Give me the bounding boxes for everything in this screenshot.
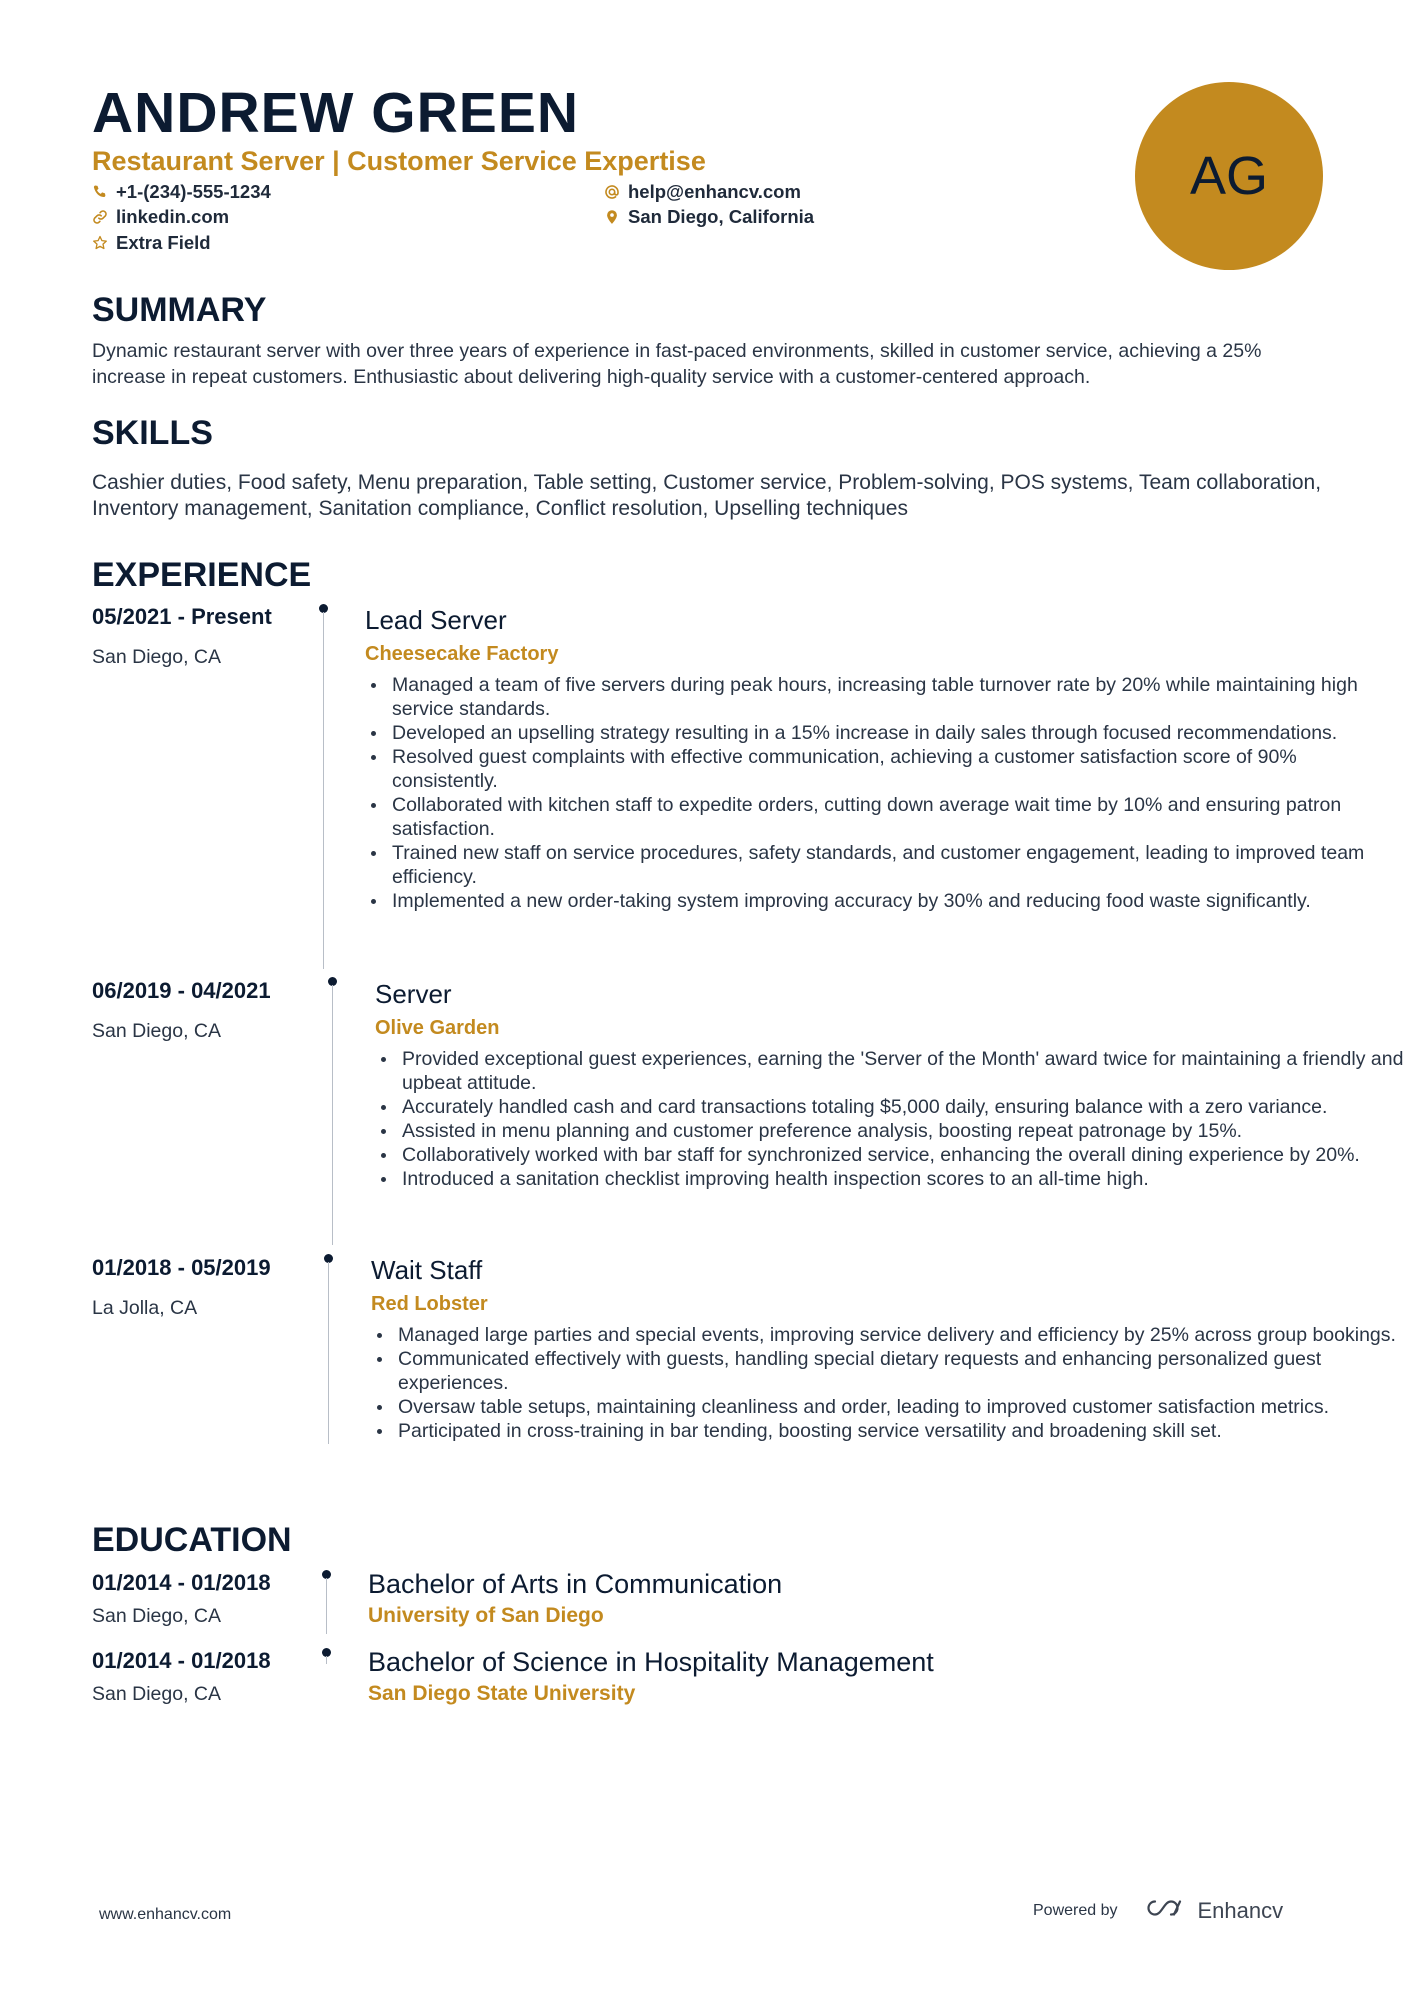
job-bullet: Accurately handled cash and card transactions totaling $5,000 daily, ensuring balance with a zero variance. — [375, 1095, 1405, 1119]
job-bullet: Developed an upselling strategy resulting in a 15% increase in daily sales through focused recommendations. — [365, 721, 1395, 745]
job-bullet: Managed large parties and special events, improving service delivery and efficiency by 25% across group bookings. — [371, 1323, 1401, 1347]
job-bullet: Provided exceptional guest experiences, earning the 'Server of the Month' award twice for maintaining a friendly and upbeat attitude. — [375, 1047, 1405, 1095]
brand[interactable] — [1142, 1897, 1284, 1925]
edu-school: San Diego State University — [368, 1682, 636, 1705]
job-company: Olive Garden — [375, 1017, 500, 1039]
contact-email[interactable] — [604, 180, 801, 204]
summary-text: Dynamic restaurant server with over three years of experience in fast-paced environments, skilled in customer service, achieving a 25% increase in repeat customers. Enthusiastic about delivering high-quality service with a customer-centered approach. — [92, 340, 1262, 388]
job-title: Wait Staff — [371, 1255, 483, 1285]
star-icon — [92, 235, 108, 251]
job-bullet: Collaboratively worked with bar staff for synchronized service, enhancing the overall dining experience by 20%. — [375, 1143, 1405, 1167]
job-location: San Diego, CA — [92, 646, 221, 668]
powered-by-label: Powered by — [1033, 1902, 1118, 1919]
job-dates: 05/2021 - Present — [92, 604, 272, 629]
edu-location: San Diego, CA — [92, 1683, 221, 1705]
job-title: Server — [375, 979, 452, 1009]
timeline-line — [326, 1656, 327, 1664]
skills-heading: SKILLS — [92, 414, 213, 452]
edu-location: San Diego, CA — [92, 1605, 221, 1627]
contact-extra-text: Extra Field — [116, 232, 211, 253]
contact-email-text: help@enhancv.com — [628, 181, 801, 202]
timeline-line — [332, 985, 333, 1245]
candidate-name: ANDREW GREEN — [92, 81, 580, 145]
experience-heading: EXPERIENCE — [92, 556, 312, 594]
footer-website[interactable]: www.enhancv.com — [99, 1906, 232, 1923]
contact-phone[interactable] — [92, 180, 271, 204]
job-bullet: Trained new staff on service procedures, safety standards, and customer engagement, leading to improved team efficiency. — [365, 841, 1395, 889]
job-bullet: Implemented a new order-taking system improving accuracy by 30% and reducing food waste significantly. — [365, 889, 1395, 913]
education-heading: EDUCATION — [92, 1521, 292, 1559]
brand-name: Enhancv — [1197, 1898, 1284, 1923]
edu-degree: Bachelor of Science in Hospitality Management — [368, 1647, 934, 1677]
job-title: Lead Server — [365, 605, 507, 635]
edu-school: University of San Diego — [368, 1604, 604, 1627]
phone-icon — [92, 184, 108, 200]
footer-branding — [1033, 1897, 1283, 1925]
enhancv-logo-icon — [1142, 1897, 1188, 1925]
job-bullets — [375, 1047, 1405, 1191]
job-bullets — [365, 673, 1395, 913]
job-dates: 01/2018 - 05/2019 — [92, 1255, 271, 1280]
job-bullet: Participated in cross-training in bar tending, boosting service versatility and broadening skill set. — [371, 1419, 1401, 1443]
job-bullet: Managed a team of five servers during peak hours, increasing table turnover rate by 20% while maintaining high service standards. — [365, 673, 1395, 721]
timeline-line — [326, 1578, 327, 1634]
timeline-line — [323, 612, 324, 969]
job-dates: 06/2019 - 04/2021 — [92, 978, 271, 1003]
link-icon — [92, 209, 108, 225]
job-company: Cheesecake Factory — [365, 643, 559, 665]
contact-extra — [92, 231, 211, 255]
timeline-line — [328, 1262, 329, 1444]
edu-dates: 01/2014 - 01/2018 — [92, 1648, 271, 1673]
contact-location — [604, 205, 814, 229]
job-bullet: Communicated effectively with guests, handling special dietary requests and enhancing personalized guest experiences. — [371, 1347, 1401, 1395]
job-location: La Jolla, CA — [92, 1297, 198, 1319]
edu-dates: 01/2014 - 01/2018 — [92, 1570, 271, 1595]
job-bullet: Assisted in menu planning and customer preference analysis, boosting repeat patronage by 15%. — [375, 1119, 1405, 1143]
location-pin-icon — [604, 209, 620, 225]
contact-location-text: San Diego, California — [628, 206, 815, 227]
job-bullet: Oversaw table setups, maintaining cleanliness and order, leading to improved customer satisfaction metrics. — [371, 1395, 1401, 1419]
contact-link[interactable] — [92, 205, 229, 229]
job-company: Red Lobster — [371, 1293, 488, 1315]
job-location: San Diego, CA — [92, 1020, 221, 1042]
candidate-headline: Restaurant Server | Customer Service Expertise — [92, 146, 706, 176]
contact-phone-text: +1-(234)-555-1234 — [116, 181, 271, 202]
job-bullet: Collaborated with kitchen staff to expedite orders, cutting down average wait time by 10% and ensuring patron satisfaction. — [365, 793, 1395, 841]
contact-link-text: linkedin.com — [116, 206, 230, 227]
job-bullet: Resolved guest complaints with effective communication, achieving a customer satisfaction score of 90% consistently. — [365, 745, 1395, 793]
avatar — [1135, 82, 1323, 270]
summary-heading: SUMMARY — [92, 291, 267, 329]
skills-text: Cashier duties, Food safety, Menu preparation, Table setting, Customer service, Problem-solving, POS systems, Team collaboration, Inventory management, Sanitation compliance, Conflict resolution, Upselling techniques — [92, 471, 1322, 520]
avatar-initials: AG — [1189, 146, 1269, 206]
at-icon — [604, 184, 620, 200]
job-bullets — [371, 1323, 1401, 1443]
job-bullet: Introduced a sanitation checklist improving health inspection scores to an all-time high. — [375, 1167, 1405, 1191]
edu-degree: Bachelor of Arts in Communication — [368, 1569, 783, 1599]
